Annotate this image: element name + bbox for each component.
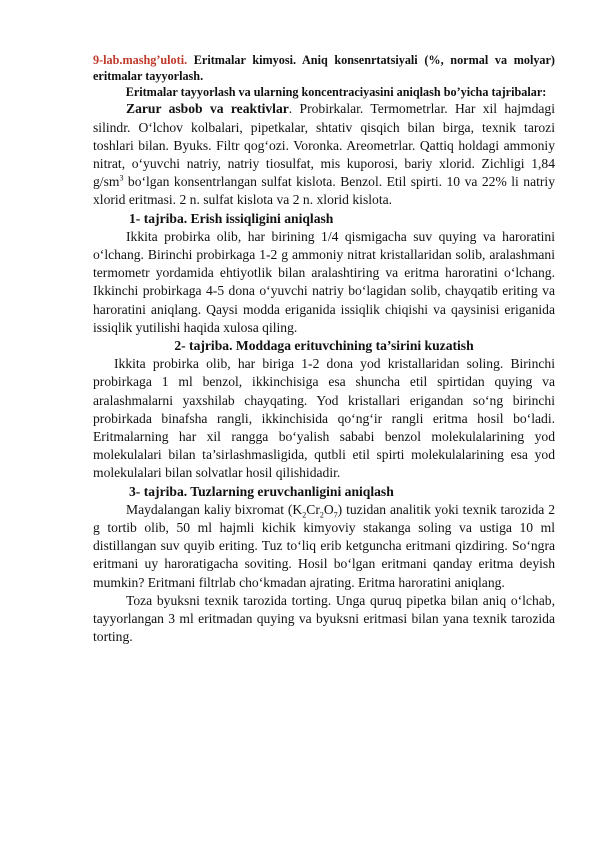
exp3-text-2: ) tuzidan analitik yoki texnik tarozida 2 g tortib olib, 50 ml hajmli kichik kimyoviy stakanga soling va ustiga 10 ml distillangan suv quyib eriting. Tuz to‘liq erib ketguncha eritmani qizdiring. So‘ngra eritmani uy haroratigacha soviting. Hosil bo‘lgan eritmani qanday eritma deyish mumkin? Eritmani filtrlab cho‘kmadan ajrating. Eritma haroratini aniqlang.: [93, 501, 556, 590]
lab-title: Eritmalar kimyosi. Aniq konsenrtatsiyali (%, normal va molyar) eritmalar tayyorlash.: [93, 53, 555, 83]
exp1-paragraph: Ikkita probirka olib, har birining 1/4 qismigacha suv quying va haroratini o‘lchang. Birinchi probirkaga 1-2 g ammoniy nitrat kristallaridan solib, aralashmani termometr yordamida ehtiyotlik bilan aralashtiring va eritma haroratini o‘lchang. Ikkinchi probirkaga 4-5 dona o‘yuvchi natriy bo‘lagidan solib, chayqatib eriting va haroratini aniqlang. Qaysi modda eriganida issiqlik chiqishi va qaysinisi eriganida issiqlik yutilishi haqida xulosa qiling.: [93, 228, 555, 335]
equipment-label: Zarur asbob va reaktivlar: [126, 101, 289, 117]
exp2-heading: 2- tajriba. Moddaga erituvchining ta’sirini kuzatish: [174, 338, 474, 354]
formula-sub-2: 2: [319, 510, 324, 520]
exp3-paragraph-1: [93, 501, 555, 592]
formula-o: O: [323, 501, 334, 517]
exp2-paragraph: Ikkita probirka olib, har biriga 1-2 dona yod kristallaridan soling. Birinchi probirkaga 1 ml benzol, ikkinchisiga esa shuncha etil spirtidan quying va aralashmalarni yaxshilab chayqating. Yod kristallari erigandan so‘ng birinchi probirkada binafsha rangli, ikkinchisida qo‘ng‘ir rangli eritma hosil bo‘ladi. Eritmalarning har xil rangga bo‘yalish sababi benzol molekulalarining yod molekulalari bilan ta’sirlashmasligida, qutbli etil spirti molekulalarining esa yod molekulalari bilan solvatlar hosil qilishidadir.: [93, 356, 555, 481]
equipment-paragraph: [93, 100, 555, 209]
document-page: [93, 53, 555, 646]
formula-sub-3: 7: [333, 510, 338, 520]
exp3-paragraph-2: Toza byuksni texnik tarozida torting. Unga quruq pipetka bilan aniq o‘lchab, tayyorlangan 3 ml eritmadan quying va byuksni eritmasi bilan yana texnik tarozida torting.: [93, 592, 555, 645]
equipment-text-2: bo‘lgan konsentrlangan sulfat kislota. Benzol. Etil spirti. 10 va 22% li natriy xlorid eritmasi. 2 n. sulfat kislota va 2 n. xlorid kislota.: [93, 174, 555, 208]
exp1-heading: 1- tajriba. Erish issiqligini aniqlash: [129, 210, 334, 226]
formula-sub-1: 2: [302, 510, 307, 520]
exp3-text-1: Maydalangan kaliy bixromat (K: [126, 501, 303, 517]
cube-superscript: 3: [119, 173, 124, 183]
document-header: [93, 53, 555, 85]
formula-cr: Cr: [306, 501, 320, 517]
lab-number: 9-lab.mashg’uloti.: [93, 53, 188, 67]
equipment-text-1: . Probirkalar. Termometrlar. Har xil hajmdagi silindr. O‘lchov kolbalari, pipetkalar, shtativ qisqich bilan birga, texnik tarozi toshlari bilan. Byuks. Filtr qog‘ozi. Voronka. Areometrlar. Qattiq holdagi ammoniy nitrat, o‘yuvchi natriy, natriy tiosulfat, mis kuporosi, bariy xlorid. Zichligi 1,84 g/sm: [93, 101, 555, 190]
exp3-heading: 3- tajriba. Tuzlarning eruvchanligini aniqlash: [129, 483, 394, 499]
section-subtitle: Eritmalar tayyorlash va ularning koncentraciyasini aniqlash bo’yicha tajribalar:: [125, 84, 547, 99]
